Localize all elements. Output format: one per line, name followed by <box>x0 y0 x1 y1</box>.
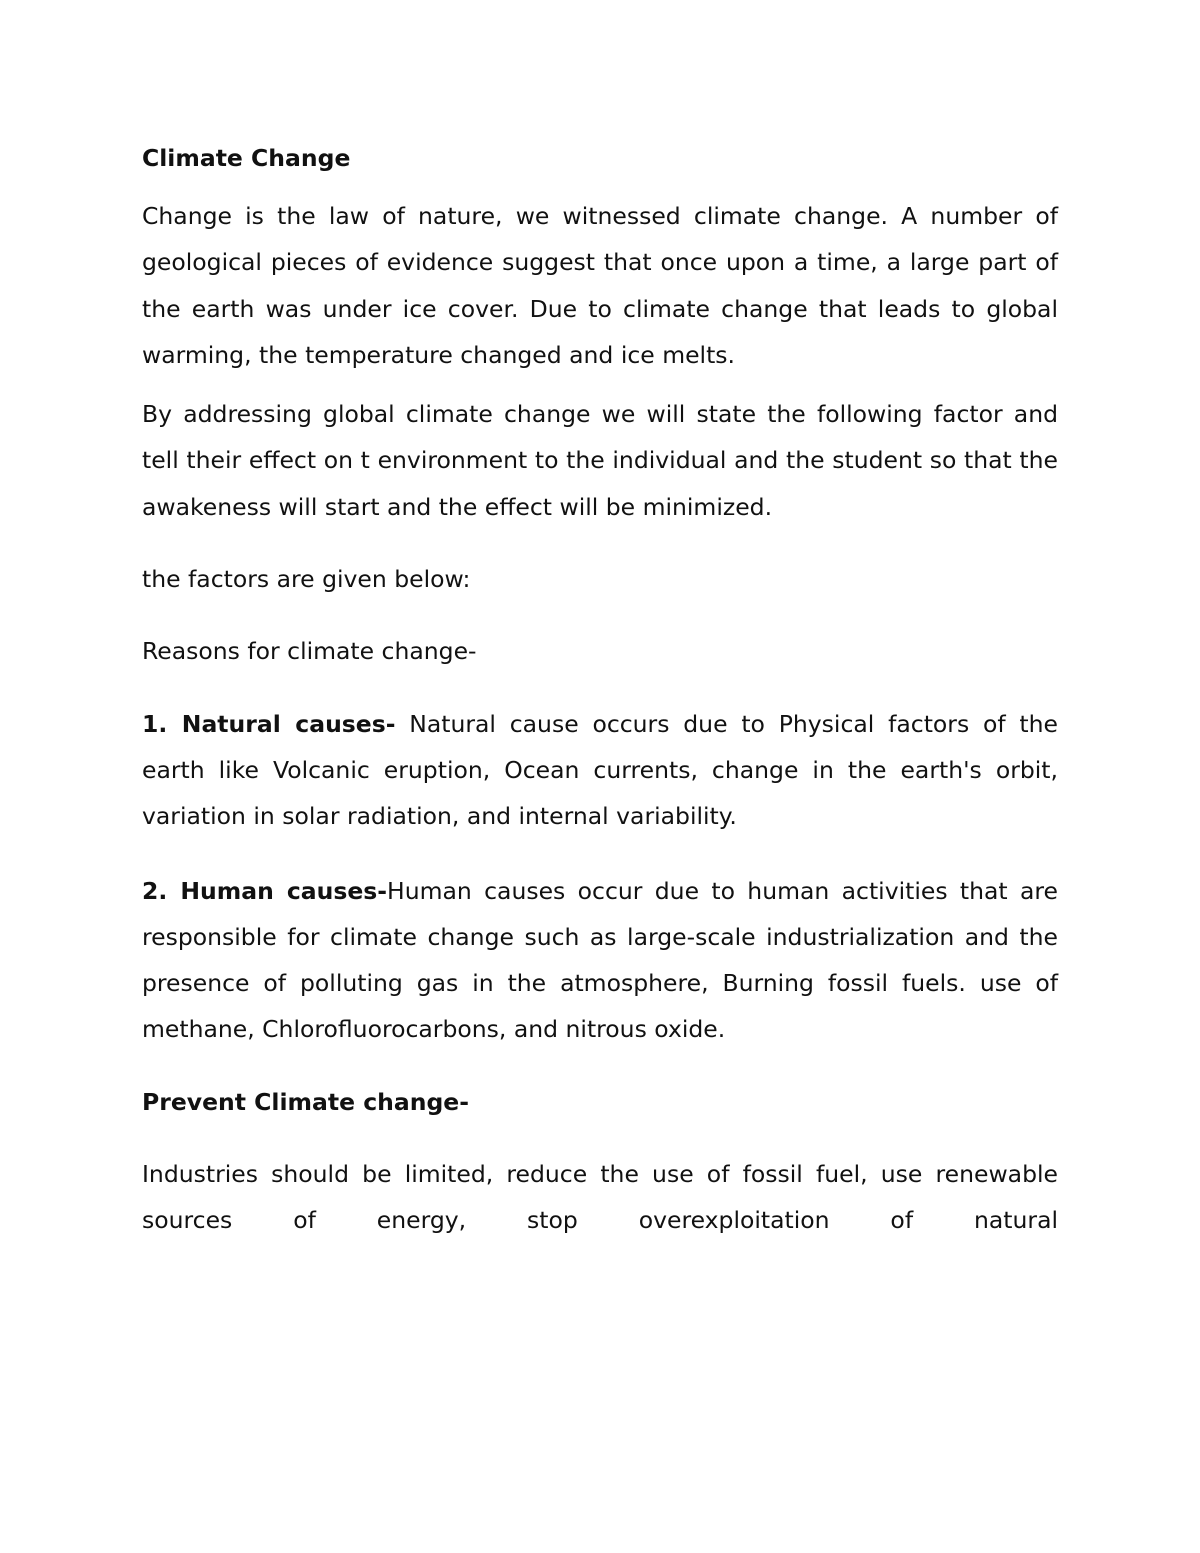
addressing-paragraph: By addressing global climate change we will state the following factor and tell their effect on t environment to the individual and the student so that the awakeness will start and the effect will be minimized. <box>142 400 1058 521</box>
reasons-heading: Reasons for climate change- <box>142 637 477 666</box>
natural-causes-text: Natural cause occurs due to Physical factors of the earth like Volcanic eruption, Ocean currents, change in the earth's orbit, variation in solar radiation, and internal variability. <box>142 709 1058 831</box>
human-causes-label: 2. Human causes- <box>142 876 388 905</box>
natural-causes-item <box>142 701 1058 840</box>
intro-paragraph: Change is the law of nature, we witnessed climate change. A number of geological pieces of evidence suggest that once upon a time, a large part of the earth was under ice cover. Due to climate change that leads to global warming, the temperature changed and ice melts. <box>142 202 1058 369</box>
prevent-paragraph: Industries should be limited, reduce the use of fossil fuel, use renewable sources of energy, stop overexploitation of natural <box>142 1160 1058 1235</box>
human-causes-item <box>142 868 1058 1053</box>
factors-intro: the factors are given below: <box>142 565 471 594</box>
prevent-heading: Prevent Climate change- <box>142 1087 469 1116</box>
human-causes-text: Human causes occur due to human activities that are responsible for climate change such as large-scale industrialization and the presence of polluting gas in the atmosphere, Burning fossil fuels. use of methane, Chlorofluorocarbons, and nitrous oxide. <box>142 876 1058 1044</box>
document-page <box>142 136 1058 1244</box>
document-title: Climate Change <box>142 144 351 172</box>
natural-causes-label: 1. Natural causes- <box>142 709 396 738</box>
